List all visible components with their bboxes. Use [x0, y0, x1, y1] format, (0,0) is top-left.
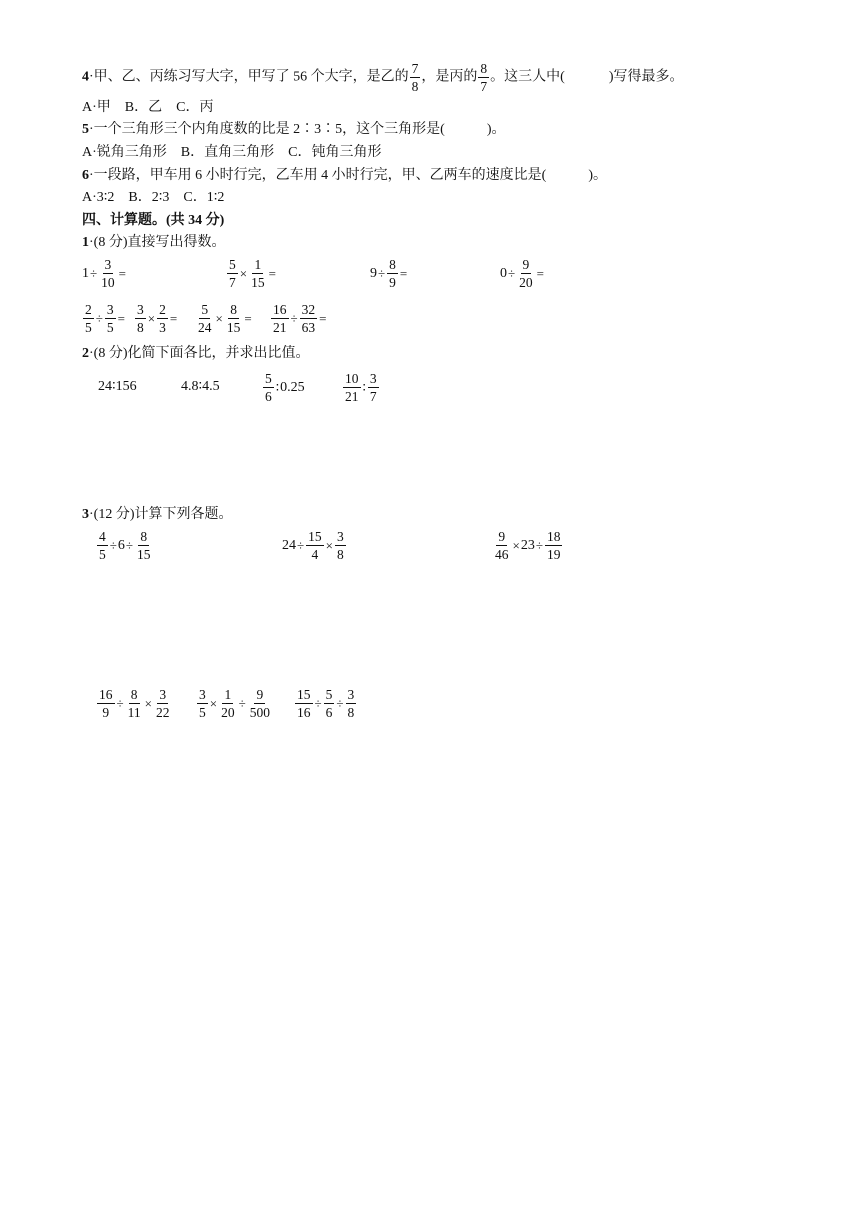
fraction [97, 530, 108, 561]
numerator: 18 [546, 529, 561, 544]
fraction [249, 258, 267, 289]
numerator: 10 [345, 371, 359, 386]
numerator: 3 [336, 529, 344, 544]
operator: ÷ [109, 537, 117, 553]
expression-2 [226, 258, 277, 289]
denominator: 9 [389, 274, 396, 290]
operator: ÷ [238, 695, 246, 711]
question-text: ·一段路，甲车用 6 小时行完，乙车用 4 小时行完，甲、乙两车的速度比是( [89, 168, 547, 183]
numerator: 1 [224, 687, 232, 702]
question-text: ·(8 分)直接写出得数。 [89, 235, 226, 250]
fraction [97, 688, 115, 719]
denominator: 5 [99, 546, 106, 562]
expression-3 [370, 258, 408, 289]
numerator: 8 [130, 687, 138, 702]
denominator: 8 [347, 704, 355, 720]
equals-sign: = [118, 265, 126, 281]
problem-6 [294, 688, 357, 719]
denominator: 15 [226, 319, 241, 335]
numerator: 16 [273, 302, 287, 317]
question-number: 4 [82, 69, 89, 85]
calc-1-heading [82, 233, 226, 253]
operator: ÷ [95, 310, 103, 326]
operator: × [512, 537, 520, 553]
question-text: ·(8 分)化简下面各比，并求出比值。 [89, 346, 310, 361]
denominator: 46 [495, 546, 509, 562]
numerator: 15 [297, 687, 311, 702]
ratio-sign: ∶ [362, 379, 366, 395]
question-4-options: A·甲 B．乙 C．丙 [82, 100, 214, 115]
fraction [126, 688, 143, 719]
operator: × [325, 537, 333, 553]
question-text: ·(12 分)计算下列各题。 [89, 507, 233, 522]
fraction [105, 303, 116, 334]
question-text: )写得最多。 [608, 69, 684, 85]
expression-4 [500, 258, 545, 289]
fraction [135, 303, 146, 334]
fraction [83, 303, 94, 334]
equals-sign: = [244, 310, 252, 326]
expression-8 [270, 303, 327, 334]
equals-sign: = [268, 265, 276, 281]
problem-2 [282, 530, 347, 561]
numerator: 5 [325, 687, 333, 702]
numerator: 7 [411, 61, 419, 76]
numerator: 4 [99, 529, 106, 544]
operator: ÷ [125, 537, 134, 553]
operator: × [147, 310, 156, 326]
denominator: 4 [311, 546, 319, 562]
fraction [517, 258, 535, 289]
numerator: 3 [159, 687, 167, 702]
question-text: ·甲、乙、丙练习写大字，甲写了 56 个大字，是乙的 [89, 69, 409, 85]
numerator: 8 [140, 529, 148, 544]
fraction [300, 303, 318, 334]
fraction [248, 688, 272, 719]
operator: ÷ [508, 265, 516, 281]
denominator: 21 [273, 319, 287, 335]
denominator: 6 [265, 388, 272, 404]
expression-1 [82, 258, 127, 289]
problem-5 [196, 688, 273, 719]
fraction [196, 303, 214, 334]
fraction [135, 530, 153, 561]
question-5-options: A·锐角三角形 B．直角三角形 C．钝角三角形 [82, 145, 382, 160]
denominator: 19 [546, 546, 561, 562]
operator: ÷ [535, 537, 543, 553]
fraction [271, 303, 289, 334]
operator: × [215, 310, 223, 326]
question-text: ·一个三角形三个内角度数的比是 2∶3∶5，这个三角形是( [89, 122, 445, 137]
denominator: 7 [369, 388, 377, 404]
numerator: 16 [99, 687, 113, 702]
operand: 24 [282, 537, 296, 553]
calc-2-heading [82, 344, 310, 364]
calc-3-heading [82, 505, 233, 525]
expression-5 [82, 303, 126, 334]
denominator: 24 [198, 319, 212, 335]
numerator: 8 [389, 257, 396, 272]
operand: 6 [117, 537, 125, 553]
expression-6 [134, 303, 178, 334]
question-4 [82, 62, 684, 93]
ratio-3 [262, 372, 305, 403]
fraction [225, 303, 243, 334]
operand: 0 [500, 265, 507, 281]
operand: 1 [82, 265, 89, 281]
question-number: 5 [82, 122, 89, 137]
numerator: 15 [308, 529, 322, 544]
operand: 23 [520, 537, 535, 553]
fraction [545, 530, 563, 561]
denominator: 5 [199, 704, 206, 720]
numerator: 8 [230, 302, 237, 317]
numerator: 5 [265, 371, 272, 386]
fraction [387, 258, 398, 289]
numerator: 3 [137, 302, 144, 317]
fraction [343, 372, 361, 403]
numerator: 3 [104, 257, 112, 272]
denominator: 15 [137, 546, 151, 562]
denominator: 500 [249, 704, 270, 720]
denominator: 3 [159, 319, 166, 335]
ratio-sign: ∶ [275, 379, 280, 395]
equals-sign: = [117, 310, 125, 326]
operand: 0.25 [280, 379, 305, 395]
fraction [219, 688, 237, 719]
denominator: 8 [137, 319, 144, 335]
numerator: 5 [229, 257, 236, 272]
denominator: 5 [106, 319, 114, 335]
numerator: 8 [480, 61, 488, 76]
denominator: 8 [411, 78, 419, 94]
question-number: 2 [82, 346, 89, 361]
numerator: 3 [106, 302, 114, 317]
fraction [295, 688, 313, 719]
problem-3 [492, 530, 563, 561]
equals-sign: = [319, 310, 327, 326]
denominator: 5 [85, 319, 92, 335]
question-5 [82, 120, 506, 140]
operator: ÷ [378, 265, 386, 281]
numerator: 5 [201, 302, 209, 317]
denominator: 7 [229, 274, 236, 290]
numerator: 9 [256, 687, 264, 702]
denominator: 20 [221, 704, 235, 720]
problem-1 [96, 530, 154, 561]
fraction [324, 688, 335, 719]
section-title: 四、计算题。(共 34 分) [82, 213, 225, 228]
numerator: 9 [498, 529, 506, 544]
denominator: 21 [345, 388, 359, 404]
equals-sign: = [536, 265, 544, 281]
problem-4 [96, 688, 172, 719]
question-text: )。 [486, 122, 506, 137]
operator: ÷ [90, 265, 98, 281]
fraction [157, 303, 168, 334]
fraction [335, 530, 346, 561]
numerator: 2 [85, 302, 92, 317]
denominator: 6 [325, 704, 333, 720]
numerator: 3 [347, 687, 355, 702]
equals-sign: = [399, 265, 408, 281]
fraction [154, 688, 172, 719]
denominator: 22 [155, 704, 170, 720]
ratio-4 [342, 372, 380, 403]
fraction [197, 688, 208, 719]
numerator: 3 [369, 371, 377, 386]
denominator: 11 [127, 704, 141, 720]
denominator: 7 [480, 78, 488, 94]
denominator: 20 [519, 274, 533, 290]
operator: ÷ [336, 695, 344, 711]
operator: × [144, 695, 152, 711]
fraction [263, 372, 274, 403]
fraction [410, 62, 421, 93]
question-number: 6 [82, 168, 89, 183]
fraction [99, 258, 117, 289]
numerator: 9 [522, 257, 530, 272]
operator: × [209, 695, 218, 711]
equals-sign: = [169, 310, 178, 326]
fraction [227, 258, 238, 289]
question-6-options: A·3∶2 B．2∶3 C．1∶2 [82, 190, 225, 205]
fraction [368, 372, 379, 403]
question-6 [82, 166, 607, 186]
question-text: 。这三人中( [490, 69, 565, 85]
ratio-1: 24∶156 [98, 379, 137, 394]
operator: ÷ [290, 310, 298, 326]
question-number: 3 [82, 507, 89, 522]
question-text: ，是丙的 [421, 69, 478, 85]
numerator: 2 [159, 302, 166, 317]
operator: ÷ [314, 695, 322, 711]
fraction [306, 530, 324, 561]
operand: 9 [370, 265, 377, 281]
numerator: 3 [199, 687, 206, 702]
operator: × [239, 265, 248, 281]
operator: ÷ [297, 537, 305, 553]
numerator: 32 [301, 302, 316, 317]
fraction [493, 530, 511, 561]
numerator: 1 [254, 257, 262, 272]
question-number: 1 [82, 235, 89, 250]
denominator: 8 [336, 546, 344, 562]
ratio-2: 4.8∶4.5 [181, 379, 220, 394]
denominator: 16 [297, 704, 311, 720]
question-text: )。 [588, 168, 607, 183]
denominator: 10 [101, 274, 115, 290]
expression-7 [195, 303, 253, 334]
denominator: 15 [251, 274, 265, 290]
denominator: 9 [102, 704, 110, 720]
operator: ÷ [116, 695, 124, 711]
denominator: 63 [301, 319, 316, 335]
fraction [346, 688, 357, 719]
fraction [478, 62, 489, 93]
